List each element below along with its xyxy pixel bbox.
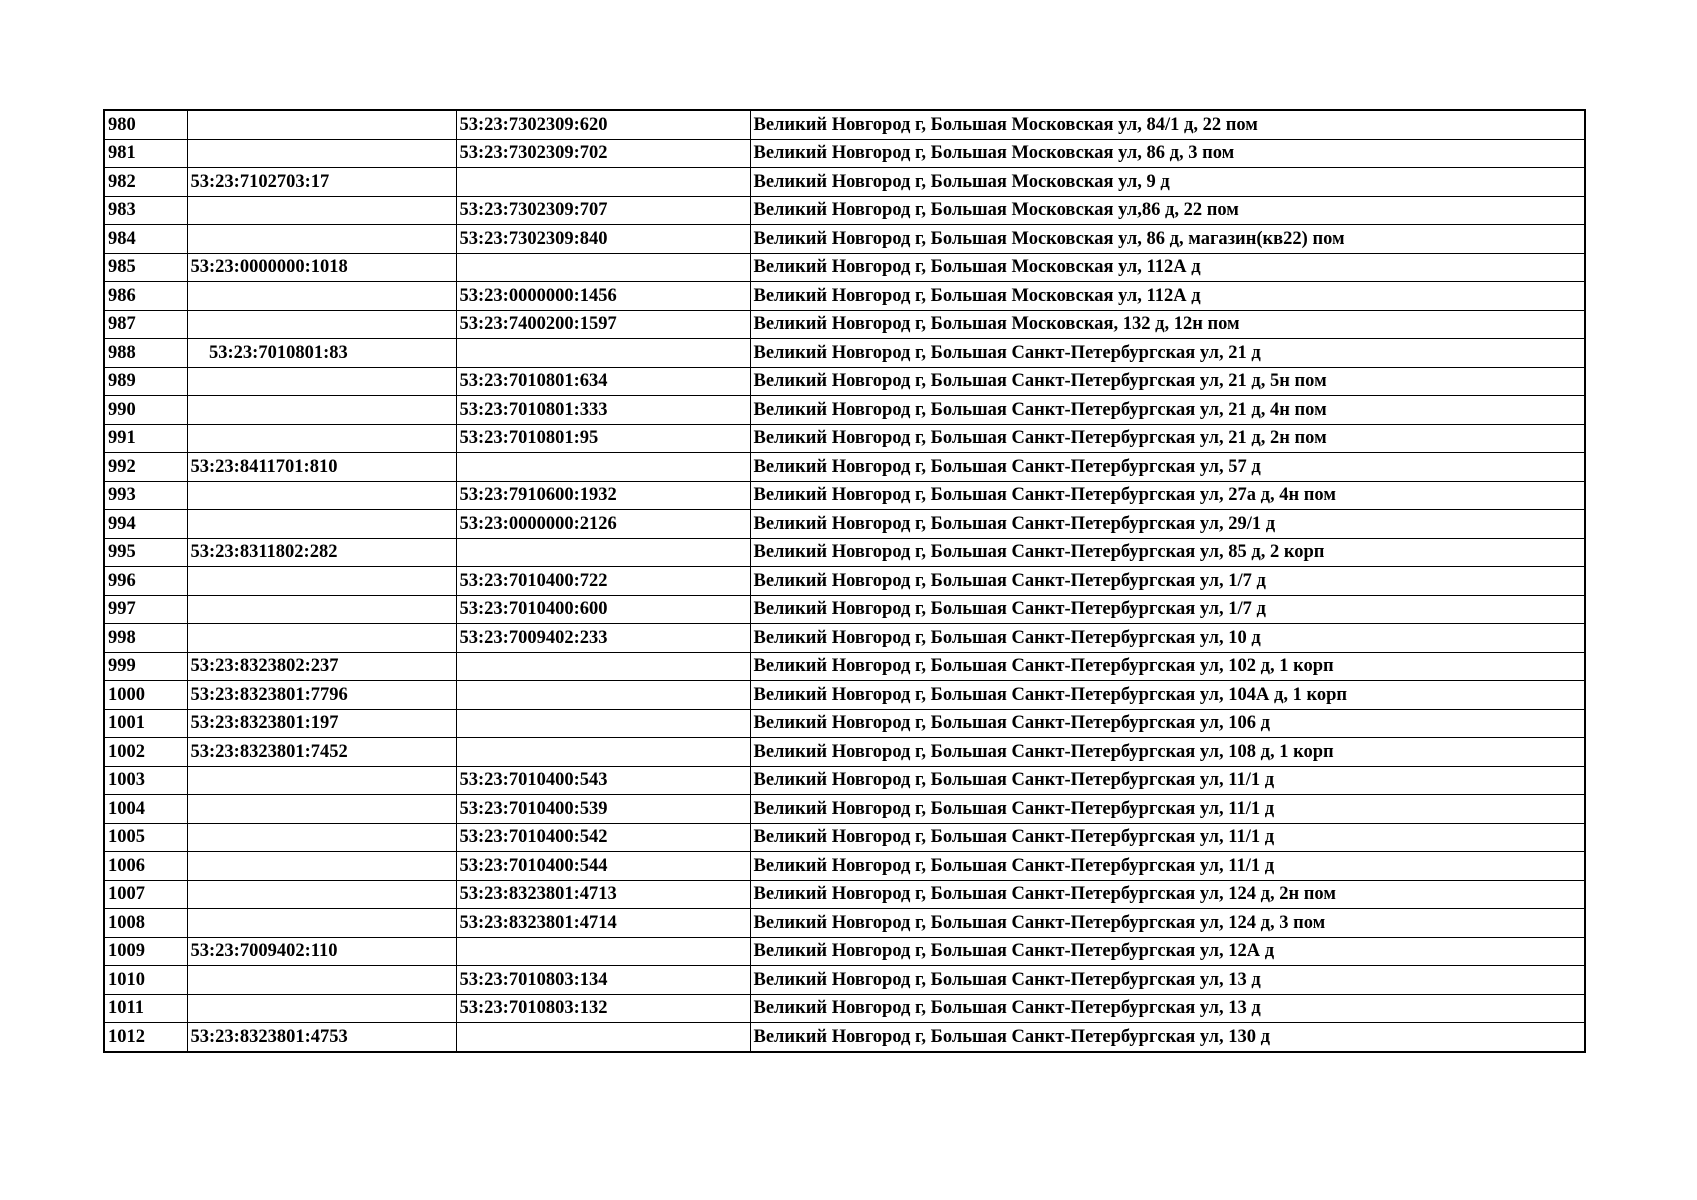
row-number-cell: 1008 [104, 909, 187, 938]
table-row [104, 595, 1585, 624]
row-number-cell: 999 [104, 652, 187, 681]
row-number-cell: 1009 [104, 937, 187, 966]
land-cadastral-number-cell: 53:23:8323801:7452 [187, 738, 456, 767]
address-cell: Великий Новгород г, Большая Санкт-Петербургская ул, 1/7 д [750, 595, 1585, 624]
table-row [104, 453, 1585, 482]
row-number-cell: 988 [104, 339, 187, 368]
land-cadastral-number-cell: 53:23:8323802:237 [187, 652, 456, 681]
table-row [104, 738, 1585, 767]
object-cadastral-number-cell: 53:23:7010400:543 [456, 766, 750, 795]
address-cell: Великий Новгород г, Большая Московская ул,86 д, 22 пом [750, 196, 1585, 225]
land-cadastral-number-cell [187, 766, 456, 795]
object-cadastral-number-cell: 53:23:7302309:620 [456, 110, 750, 139]
address-cell: Великий Новгород г, Большая Санкт-Петербургская ул, 104А д, 1 корп [750, 681, 1585, 710]
land-cadastral-number-cell: 53:23:7102703:17 [187, 168, 456, 197]
address-cell: Великий Новгород г, Большая Санкт-Петербургская ул, 21 д [750, 339, 1585, 368]
land-cadastral-number-cell [187, 595, 456, 624]
object-cadastral-number-cell: 53:23:7010801:634 [456, 367, 750, 396]
object-cadastral-number-cell [456, 1023, 750, 1052]
object-cadastral-number-cell: 53:23:8323801:4713 [456, 880, 750, 909]
row-number-cell: 1010 [104, 966, 187, 995]
object-cadastral-number-cell: 53:23:7400200:1597 [456, 310, 750, 339]
land-cadastral-number-cell [187, 225, 456, 254]
land-cadastral-number-cell [187, 424, 456, 453]
object-cadastral-number-cell: 53:23:7010801:95 [456, 424, 750, 453]
row-number-cell: 1003 [104, 766, 187, 795]
object-cadastral-number-cell [456, 453, 750, 482]
row-number-cell: 980 [104, 110, 187, 139]
row-number-cell: 989 [104, 367, 187, 396]
address-cell: Великий Новгород г, Большая Санкт-Петербургская ул, 21 д, 2н пом [750, 424, 1585, 453]
land-cadastral-number-cell [187, 110, 456, 139]
address-cell: Великий Новгород г, Большая Санкт-Петербургская ул, 1/7 д [750, 567, 1585, 596]
table-row [104, 766, 1585, 795]
object-cadastral-number-cell: 53:23:7009402:233 [456, 624, 750, 653]
object-cadastral-number-cell: 53:23:7010400:542 [456, 823, 750, 852]
land-cadastral-number-cell [187, 396, 456, 425]
land-cadastral-number-cell: 53:23:7009402:110 [187, 937, 456, 966]
table-row [104, 139, 1585, 168]
table-row [104, 994, 1585, 1023]
land-cadastral-number-cell [187, 481, 456, 510]
address-cell: Великий Новгород г, Большая Санкт-Петербургская ул, 130 д [750, 1023, 1585, 1052]
row-number-cell: 981 [104, 139, 187, 168]
object-cadastral-number-cell: 53:23:7010400:722 [456, 567, 750, 596]
land-cadastral-number-cell [187, 823, 456, 852]
table-row [104, 510, 1585, 539]
table-row [104, 339, 1585, 368]
object-cadastral-number-cell: 53:23:7010801:333 [456, 396, 750, 425]
table-row [104, 795, 1585, 824]
table-row [104, 681, 1585, 710]
address-cell: Великий Новгород г, Большая Московская ул, 84/1 д, 22 пом [750, 110, 1585, 139]
land-cadastral-number-cell [187, 196, 456, 225]
land-cadastral-number-cell [187, 139, 456, 168]
address-cell: Великий Новгород г, Большая Санкт-Петербургская ул, 106 д [750, 709, 1585, 738]
object-cadastral-number-cell: 53:23:7910600:1932 [456, 481, 750, 510]
property-registry-table [103, 109, 1586, 1053]
object-cadastral-number-cell: 53:23:7302309:707 [456, 196, 750, 225]
object-cadastral-number-cell [456, 339, 750, 368]
row-number-cell: 982 [104, 168, 187, 197]
object-cadastral-number-cell [456, 168, 750, 197]
row-number-cell: 986 [104, 282, 187, 311]
table-row [104, 1023, 1585, 1052]
address-cell: Великий Новгород г, Большая Санкт-Петербургская ул, 57 д [750, 453, 1585, 482]
land-cadastral-number-cell: 53:23:8411701:810 [187, 453, 456, 482]
land-cadastral-number-cell [187, 994, 456, 1023]
table-row [104, 168, 1585, 197]
address-cell: Великий Новгород г, Большая Санкт-Петербургская ул, 29/1 д [750, 510, 1585, 539]
row-number-cell: 1006 [104, 852, 187, 881]
object-cadastral-number-cell: 53:23:7302309:840 [456, 225, 750, 254]
land-cadastral-number-cell [187, 310, 456, 339]
row-number-cell: 1004 [104, 795, 187, 824]
table-row [104, 966, 1585, 995]
object-cadastral-number-cell [456, 253, 750, 282]
address-cell: Великий Новгород г, Большая Санкт-Петербургская ул, 108 д, 1 корп [750, 738, 1585, 767]
table-row [104, 909, 1585, 938]
address-cell: Великий Новгород г, Большая Санкт-Петербургская ул, 124 д, 2н пом [750, 880, 1585, 909]
address-cell: Великий Новгород г, Большая Санкт-Петербургская ул, 11/1 д [750, 823, 1585, 852]
address-cell: Великий Новгород г, Большая Санкт-Петербургская ул, 11/1 д [750, 852, 1585, 881]
address-cell: Великий Новгород г, Большая Московская, 132 д, 12н пом [750, 310, 1585, 339]
row-number-cell: 991 [104, 424, 187, 453]
table-row [104, 652, 1585, 681]
object-cadastral-number-cell: 53:23:0000000:2126 [456, 510, 750, 539]
row-number-cell: 1001 [104, 709, 187, 738]
address-cell: Великий Новгород г, Большая Московская ул, 112А д [750, 282, 1585, 311]
table-row [104, 709, 1585, 738]
row-number-cell: 983 [104, 196, 187, 225]
table-row [104, 937, 1585, 966]
address-cell: Великий Новгород г, Большая Санкт-Петербургская ул, 10 д [750, 624, 1585, 653]
land-cadastral-number-cell [187, 880, 456, 909]
address-cell: Великий Новгород г, Большая Санкт-Петербургская ул, 11/1 д [750, 766, 1585, 795]
land-cadastral-number-cell [187, 909, 456, 938]
row-number-cell: 992 [104, 453, 187, 482]
table-row [104, 538, 1585, 567]
address-cell: Великий Новгород г, Большая Санкт-Петербургская ул, 13 д [750, 994, 1585, 1023]
table-row [104, 253, 1585, 282]
table-row [104, 110, 1585, 139]
row-number-cell: 994 [104, 510, 187, 539]
object-cadastral-number-cell [456, 681, 750, 710]
row-number-cell: 997 [104, 595, 187, 624]
table-row [104, 823, 1585, 852]
address-cell: Великий Новгород г, Большая Санкт-Петербургская ул, 21 д, 5н пом [750, 367, 1585, 396]
object-cadastral-number-cell [456, 937, 750, 966]
table-row [104, 310, 1585, 339]
land-cadastral-number-cell: 53:23:8323801:197 [187, 709, 456, 738]
row-number-cell: 1000 [104, 681, 187, 710]
object-cadastral-number-cell: 53:23:7302309:702 [456, 139, 750, 168]
land-cadastral-number-cell [187, 567, 456, 596]
land-cadastral-number-cell: 53:23:0000000:1018 [187, 253, 456, 282]
address-cell: Великий Новгород г, Большая Санкт-Петербургская ул, 27а д, 4н пом [750, 481, 1585, 510]
table-row [104, 624, 1585, 653]
address-cell: Великий Новгород г, Большая Санкт-Петербургская ул, 102 д, 1 корп [750, 652, 1585, 681]
land-cadastral-number-cell [187, 795, 456, 824]
object-cadastral-number-cell: 53:23:7010400:539 [456, 795, 750, 824]
object-cadastral-number-cell [456, 538, 750, 567]
object-cadastral-number-cell: 53:23:7010803:134 [456, 966, 750, 995]
object-cadastral-number-cell: 53:23:7010400:600 [456, 595, 750, 624]
registry-table-body [104, 110, 1585, 1052]
row-number-cell: 990 [104, 396, 187, 425]
table-row [104, 196, 1585, 225]
row-number-cell: 998 [104, 624, 187, 653]
table-row [104, 367, 1585, 396]
table-row [104, 282, 1585, 311]
land-cadastral-number-cell: 53:23:8323801:7796 [187, 681, 456, 710]
land-cadastral-number-cell [187, 510, 456, 539]
row-number-cell: 984 [104, 225, 187, 254]
address-cell: Великий Новгород г, Большая Санкт-Петербургская ул, 21 д, 4н пом [750, 396, 1585, 425]
object-cadastral-number-cell [456, 652, 750, 681]
object-cadastral-number-cell [456, 738, 750, 767]
row-number-cell: 1005 [104, 823, 187, 852]
land-cadastral-number-cell [187, 624, 456, 653]
land-cadastral-number-cell: 53:23:8311802:282 [187, 538, 456, 567]
row-number-cell: 1002 [104, 738, 187, 767]
table-row [104, 396, 1585, 425]
land-cadastral-number-cell: 53:23:7010801:83 [187, 339, 456, 368]
row-number-cell: 1007 [104, 880, 187, 909]
table-row [104, 567, 1585, 596]
land-cadastral-number-cell [187, 852, 456, 881]
table-row [104, 481, 1585, 510]
object-cadastral-number-cell [456, 709, 750, 738]
land-cadastral-number-cell [187, 966, 456, 995]
address-cell: Великий Новгород г, Большая Московская ул, 112А д [750, 253, 1585, 282]
land-cadastral-number-cell [187, 282, 456, 311]
object-cadastral-number-cell: 53:23:7010803:132 [456, 994, 750, 1023]
address-cell: Великий Новгород г, Большая Санкт-Петербургская ул, 13 д [750, 966, 1585, 995]
row-number-cell: 985 [104, 253, 187, 282]
row-number-cell: 996 [104, 567, 187, 596]
address-cell: Великий Новгород г, Большая Санкт-Петербургская ул, 85 д, 2 корп [750, 538, 1585, 567]
row-number-cell: 1011 [104, 994, 187, 1023]
address-cell: Великий Новгород г, Большая Московская ул, 86 д, магазин(кв22) пом [750, 225, 1585, 254]
row-number-cell: 1012 [104, 1023, 187, 1052]
table-row [104, 424, 1585, 453]
object-cadastral-number-cell: 53:23:8323801:4714 [456, 909, 750, 938]
row-number-cell: 987 [104, 310, 187, 339]
address-cell: Великий Новгород г, Большая Санкт-Петербургская ул, 124 д, 3 пом [750, 909, 1585, 938]
row-number-cell: 993 [104, 481, 187, 510]
land-cadastral-number-cell [187, 367, 456, 396]
object-cadastral-number-cell: 53:23:7010400:544 [456, 852, 750, 881]
object-cadastral-number-cell: 53:23:0000000:1456 [456, 282, 750, 311]
row-number-cell: 995 [104, 538, 187, 567]
table-row [104, 225, 1585, 254]
address-cell: Великий Новгород г, Большая Санкт-Петербургская ул, 11/1 д [750, 795, 1585, 824]
table-row [104, 880, 1585, 909]
address-cell: Великий Новгород г, Большая Московская ул, 9 д [750, 168, 1585, 197]
address-cell: Великий Новгород г, Большая Московская ул, 86 д, 3 пом [750, 139, 1585, 168]
land-cadastral-number-cell: 53:23:8323801:4753 [187, 1023, 456, 1052]
table-row [104, 852, 1585, 881]
address-cell: Великий Новгород г, Большая Санкт-Петербургская ул, 12А д [750, 937, 1585, 966]
